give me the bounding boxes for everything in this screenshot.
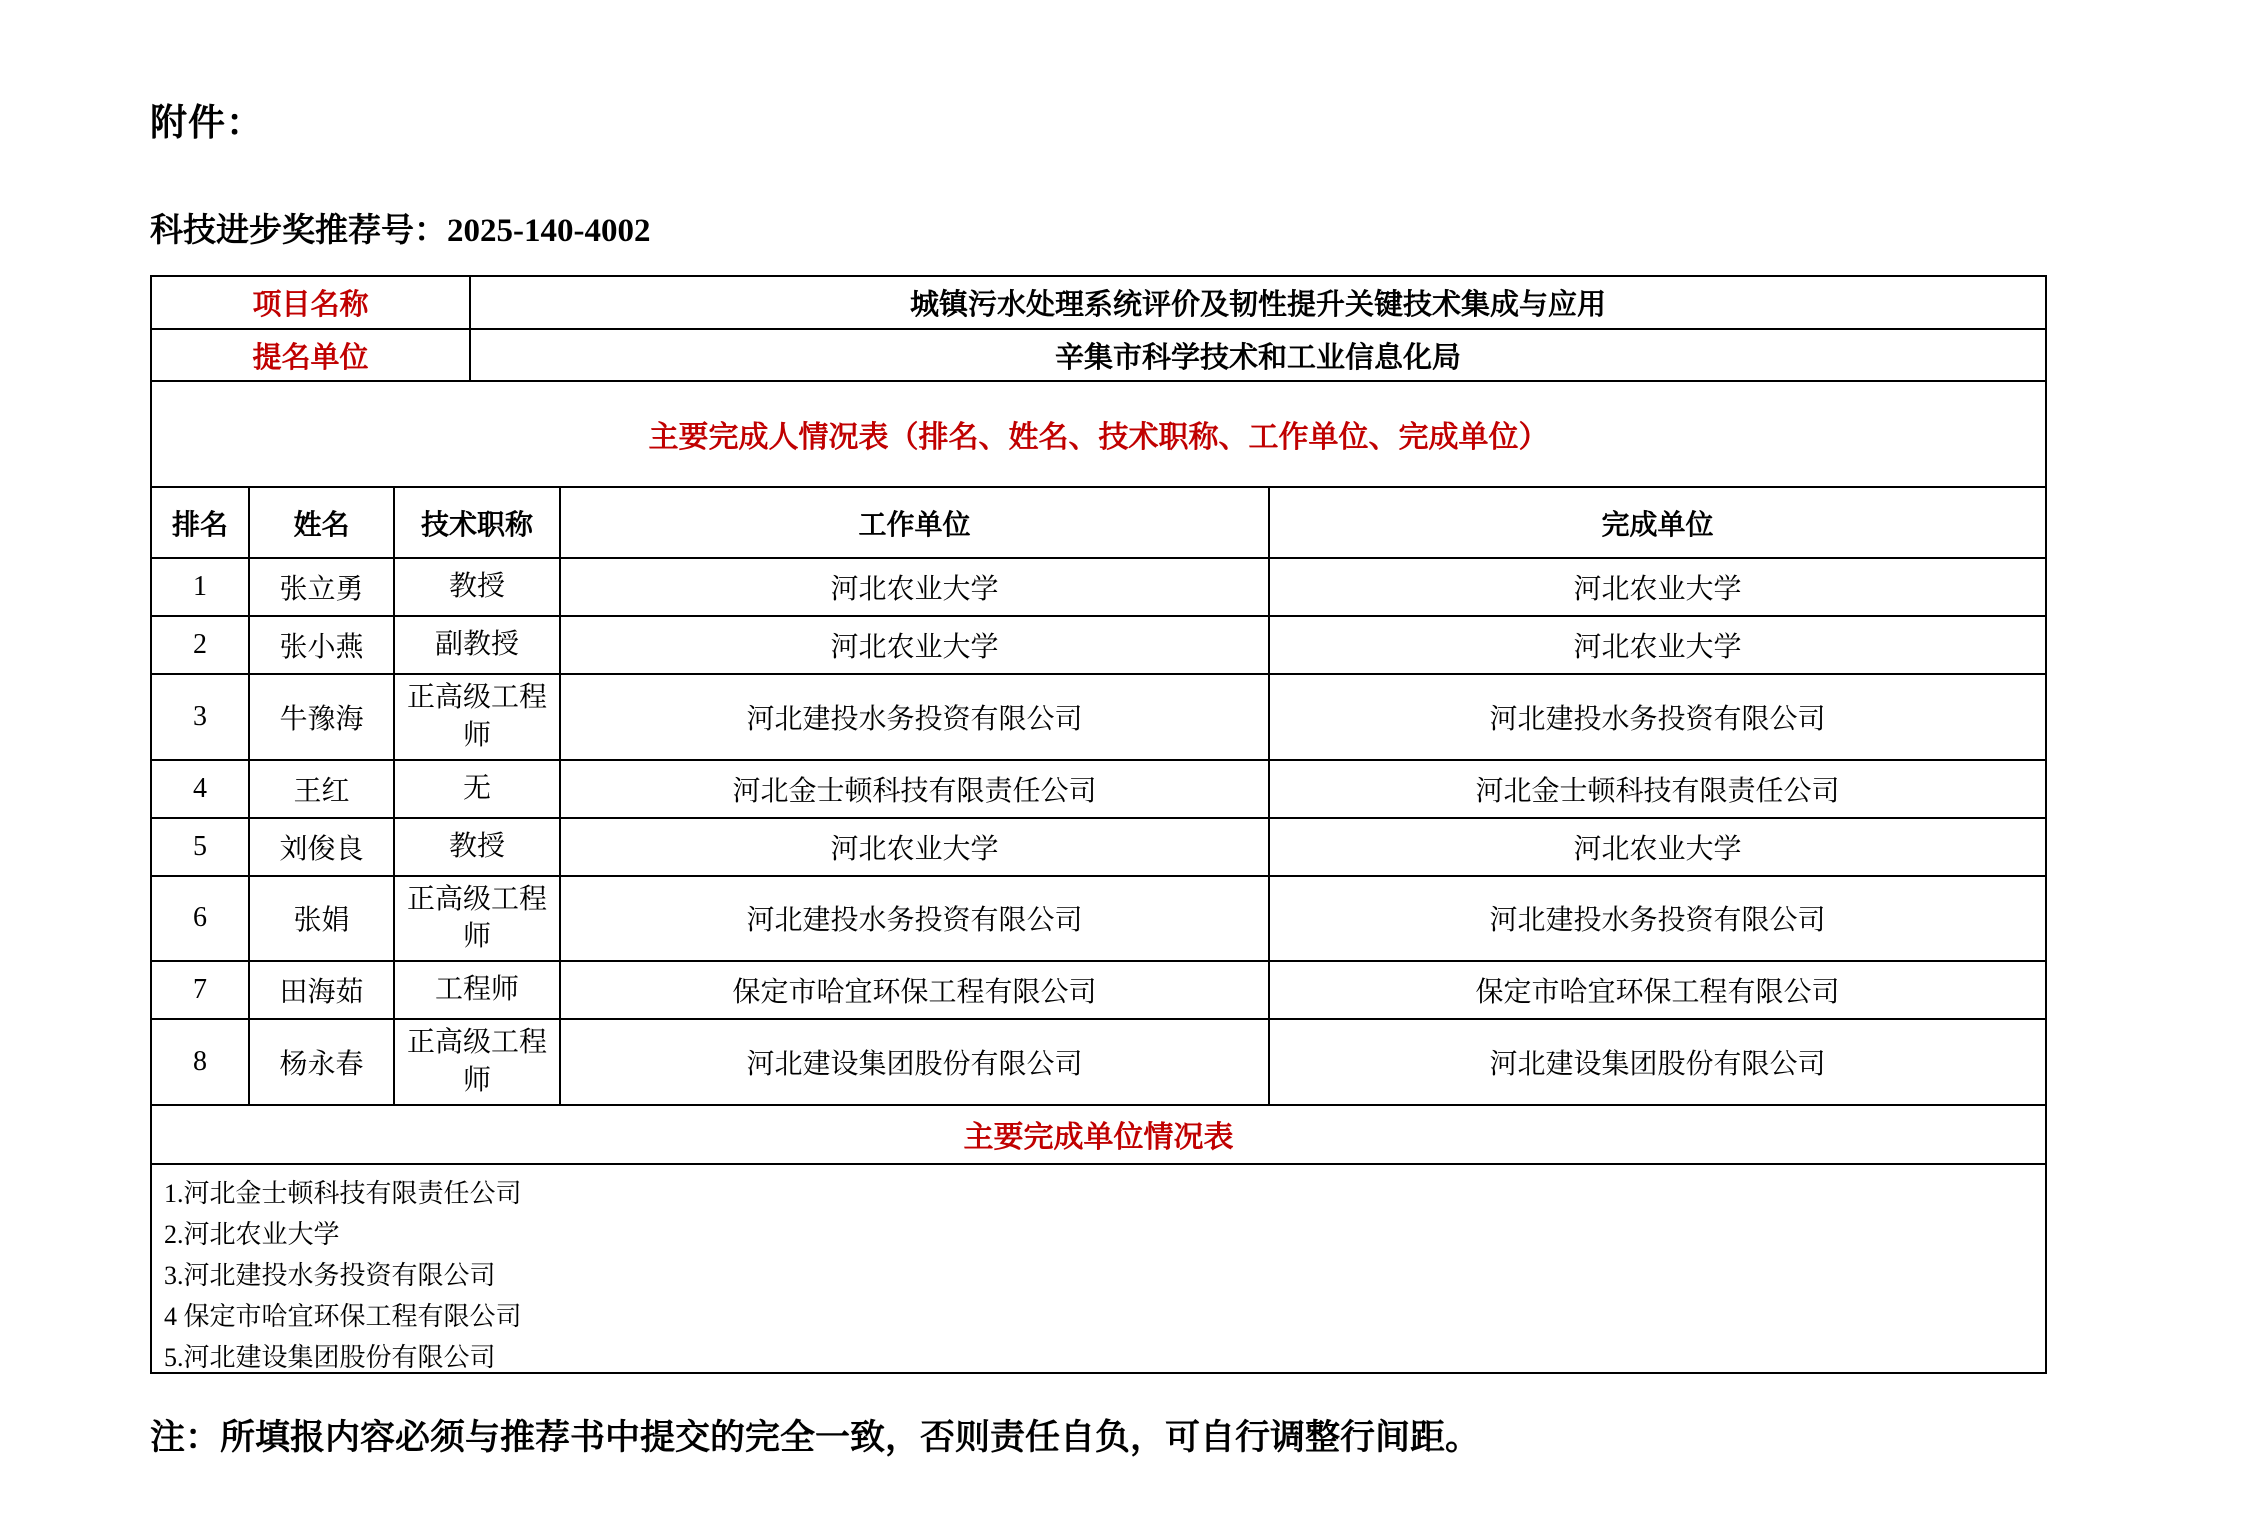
cell-rank: 4 bbox=[152, 760, 249, 818]
nominator-row bbox=[152, 329, 2045, 381]
header-name: 姓名 bbox=[249, 488, 394, 558]
header-work-unit: 工作单位 bbox=[560, 488, 1269, 558]
cell-title: 教授 bbox=[394, 818, 560, 876]
cell-rank: 3 bbox=[152, 674, 249, 760]
footer-note: 注：所填报内容必须与推荐书中提交的完全一致，否则责任自负，可自行调整行间距。 bbox=[150, 1417, 1481, 1457]
project-info-table bbox=[152, 277, 2045, 382]
cell-work-unit: 河北农业大学 bbox=[560, 818, 1269, 876]
cell-work-unit: 河北建投水务投资有限公司 bbox=[560, 876, 1269, 962]
attachment-heading: 附件： bbox=[150, 103, 264, 144]
cell-title: 正高级工程师 bbox=[394, 674, 560, 760]
units-section-title: 主要完成单位情况表 bbox=[152, 1106, 2045, 1165]
cell-work-unit: 河北建投水务投资有限公司 bbox=[560, 674, 1269, 760]
header-title: 技术职称 bbox=[394, 488, 560, 558]
cell-title: 正高级工程师 bbox=[394, 1019, 560, 1105]
table-row bbox=[152, 876, 2045, 962]
table-row bbox=[152, 961, 2045, 1019]
cell-completion-unit: 河北金士顿科技有限责任公司 bbox=[1269, 760, 2045, 818]
cell-rank: 1 bbox=[152, 558, 249, 616]
nominator-label: 提名单位 bbox=[152, 329, 470, 381]
list-item: 3.河北建投水务投资有限公司 bbox=[164, 1260, 496, 1290]
list-item: 2.河北农业大学 bbox=[164, 1219, 340, 1249]
cell-completion-unit: 河北建设集团股份有限公司 bbox=[1269, 1019, 2045, 1105]
table-row bbox=[152, 616, 2045, 674]
completing-units-list bbox=[152, 1165, 2045, 1372]
table-row bbox=[152, 558, 2045, 616]
cell-rank: 7 bbox=[152, 961, 249, 1019]
cell-name: 牛豫海 bbox=[249, 674, 394, 760]
table-row bbox=[152, 818, 2045, 876]
award-table bbox=[150, 275, 2047, 1374]
cell-name: 杨永春 bbox=[249, 1019, 394, 1105]
cell-work-unit: 保定市哈宜环保工程有限公司 bbox=[560, 961, 1269, 1019]
cell-name: 张立勇 bbox=[249, 558, 394, 616]
cell-work-unit: 河北农业大学 bbox=[560, 616, 1269, 674]
cell-name: 张小燕 bbox=[249, 616, 394, 674]
table-row bbox=[152, 1019, 2045, 1105]
cell-title: 正高级工程师 bbox=[394, 876, 560, 962]
recommendation-number-line bbox=[150, 204, 2245, 251]
header-rank: 排名 bbox=[152, 488, 249, 558]
list-item: 4 保定市哈宜环保工程有限公司 bbox=[164, 1301, 522, 1331]
cell-title: 副教授 bbox=[394, 616, 560, 674]
completers-table bbox=[152, 488, 2045, 1106]
table-row bbox=[152, 760, 2045, 818]
cell-rank: 8 bbox=[152, 1019, 249, 1105]
cell-completion-unit: 河北农业大学 bbox=[1269, 818, 2045, 876]
project-name-row bbox=[152, 277, 2045, 329]
cell-work-unit: 河北建设集团股份有限公司 bbox=[560, 1019, 1269, 1105]
cell-completion-unit: 河北农业大学 bbox=[1269, 616, 2045, 674]
cell-completion-unit: 保定市哈宜环保工程有限公司 bbox=[1269, 961, 2045, 1019]
cell-title: 教授 bbox=[394, 558, 560, 616]
cell-rank: 2 bbox=[152, 616, 249, 674]
cell-title: 无 bbox=[394, 760, 560, 818]
list-item: 5.河北建设集团股份有限公司 bbox=[164, 1342, 496, 1372]
cell-name: 张娟 bbox=[249, 876, 394, 962]
nominator-value: 辛集市科学技术和工业信息化局 bbox=[470, 329, 2045, 381]
cell-name: 刘俊良 bbox=[249, 818, 394, 876]
table-row bbox=[152, 674, 2045, 760]
header-completion-unit: 完成单位 bbox=[1269, 488, 2045, 558]
cell-completion-unit: 河北农业大学 bbox=[1269, 558, 2045, 616]
completers-section-title: 主要完成人情况表（排名、姓名、技术职称、工作单位、完成单位） bbox=[152, 382, 2045, 488]
recommendation-label: 科技进步奖推荐号： bbox=[150, 213, 447, 249]
recommendation-number: 2025-140-4002 bbox=[447, 213, 651, 249]
cell-work-unit: 河北农业大学 bbox=[560, 558, 1269, 616]
cell-name: 王红 bbox=[249, 760, 394, 818]
list-item: 1.河北金士顿科技有限责任公司 bbox=[164, 1178, 522, 1208]
cell-completion-unit: 河北建投水务投资有限公司 bbox=[1269, 876, 2045, 962]
cell-title: 工程师 bbox=[394, 961, 560, 1019]
cell-rank: 6 bbox=[152, 876, 249, 962]
completers-header-row bbox=[152, 488, 2045, 558]
project-name-value: 城镇污水处理系统评价及韧性提升关键技术集成与应用 bbox=[470, 277, 2045, 329]
project-name-label: 项目名称 bbox=[152, 277, 470, 329]
cell-work-unit: 河北金士顿科技有限责任公司 bbox=[560, 760, 1269, 818]
cell-completion-unit: 河北建投水务投资有限公司 bbox=[1269, 674, 2045, 760]
cell-name: 田海茹 bbox=[249, 961, 394, 1019]
cell-rank: 5 bbox=[152, 818, 249, 876]
